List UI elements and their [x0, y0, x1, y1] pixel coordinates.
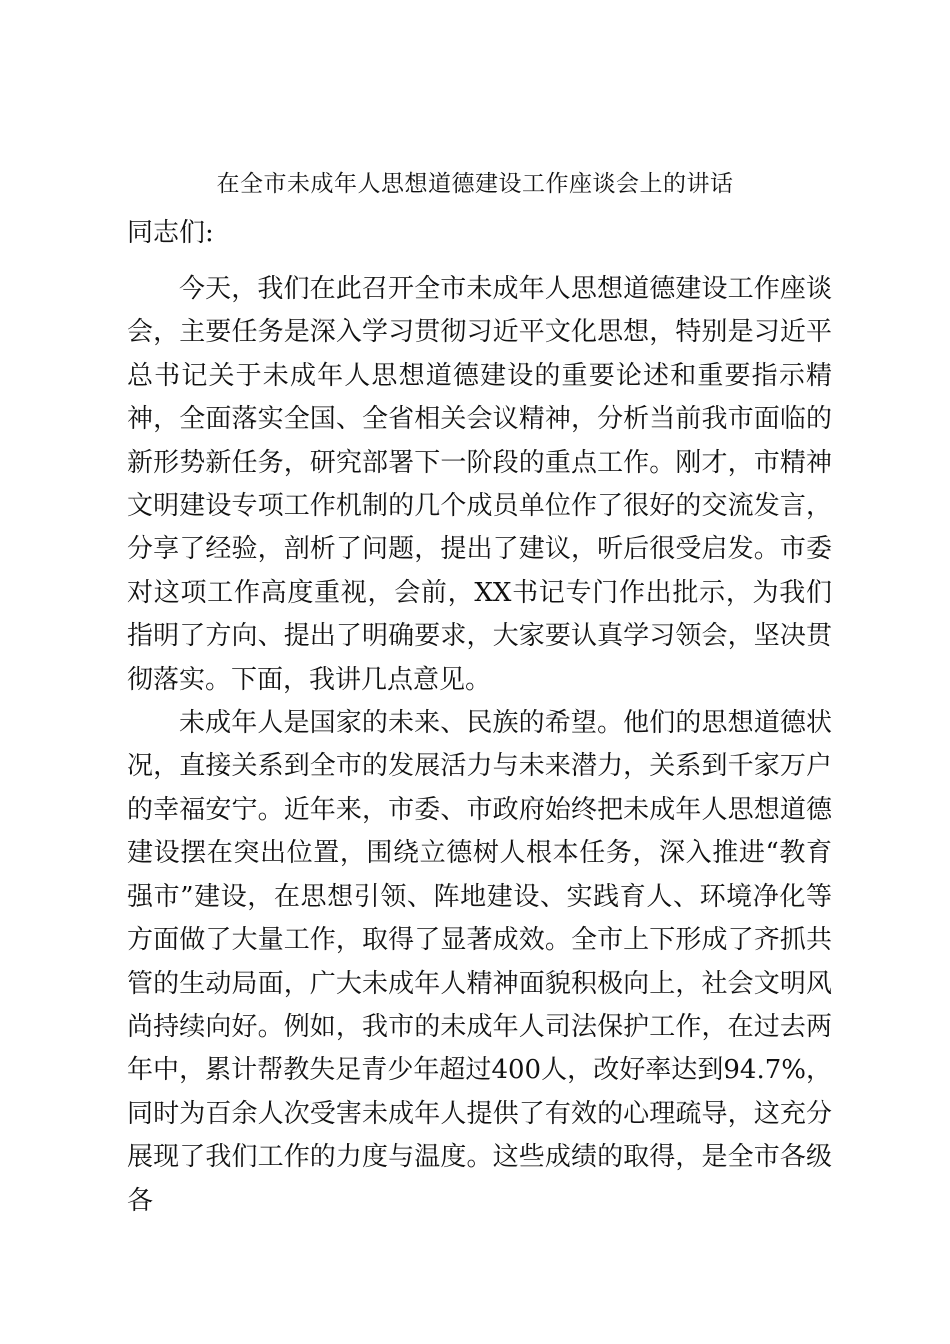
speech-body — [127, 268, 832, 1223]
paragraph-opening: 今天，我们在此召开全市未成年人思想道德建设工作座谈会，主要任务是深入学习贯彻习近平文化思想，特别是习近平总书记关于未成年人思想道德建设的重要论述和重要指示精神，全面落实全国、全省相关会议精神，分析当前我市面临的新形势新任务，研究部署下一阶段的重点工作。刚才，市精神文明建设专项工作机制的几个成员单位作了很好的交流发言，分享了经验，剖析了问题，提出了建议，听后很受启发。市委对这项工作高度重视，会前，XX书记专门作出批示，为我们指明了方向、提出了明确要求，大家要认真学习领会，坚决贯彻落实。下面，我讲几点意见。 — [127, 274, 832, 695]
speech-title: 在全市未成年人思想道德建设工作座谈会上的讲话 — [216, 171, 734, 197]
salutation: 同志们: — [127, 218, 214, 248]
paragraph-significance: 未成年人是国家的未来、民族的希望。他们的思想道德状况，直接关系到全市的发展活力与未来潜力，关系到千家万户的幸福安宁。近年来，市委、市政府始终把未成年人思想道德建设摆在突出位置，围绕立德树人根本任务，深入推进“教育强市”建设，在思想引领、阵地建设、实践育人、环境净化等方面做了大量工作，取得了显著成效。全市上下形成了齐抓共管的生动局面，广大未成年人精神面貌积极向上，社会文明风尚持续向好。例如，我市的未成年人司法保护工作，在过去两年中，累计帮教失足青少年超过400人，改好率达到94.7%，同时为百余人次受害未成年人提供了有效的心理疏导，这充分展现了我们工作的力度与温度。这些成绩的取得，是全市各级各 — [127, 708, 832, 1216]
